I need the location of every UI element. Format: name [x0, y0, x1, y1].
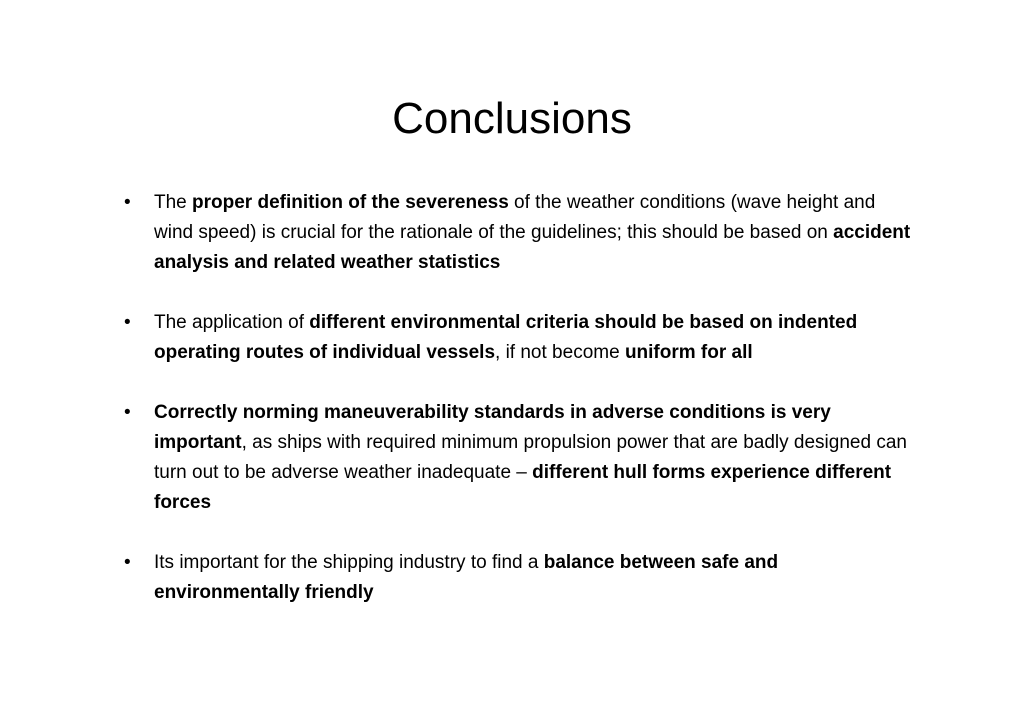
- bullet-item: [124, 188, 914, 278]
- bullet-segment: Its important for the shipping industry to find a: [154, 552, 544, 573]
- bullet-segment-bold: proper definition of the severeness: [192, 192, 509, 213]
- bullet-segment-bold: Correctly norming maneuverability standards in adverse conditions is very important: [154, 402, 831, 453]
- bullet-segment-bold: accident analysis and related weather statistics: [154, 222, 911, 273]
- bullet-text: [154, 552, 778, 603]
- bullet-segment-bold: different environmental criteria should be based on indented operating routes of individual vessels: [154, 312, 858, 363]
- slide-title: Conclusions: [392, 94, 632, 143]
- bullet-segment: The: [154, 192, 193, 213]
- bullet-marker: •: [124, 192, 131, 213]
- bullet-segment: , as ships with required minimum propulsion power that are badly designed can turn out to be adverse weather inadequate –: [154, 432, 907, 483]
- bullet-item: [124, 398, 914, 518]
- bullet-text: [154, 402, 907, 513]
- bullet-segment: of the weather conditions (wave height and wind speed) is crucial for the rationale of the guidelines; this should be based on: [154, 192, 876, 243]
- bullet-marker: •: [124, 312, 131, 333]
- bullet-item: [124, 548, 914, 608]
- bullet-text: [154, 192, 910, 273]
- bullet-list: [124, 188, 914, 608]
- bullet-segment-bold: balance between safe and environmentally friendly: [154, 552, 779, 603]
- bullet-segment: The application of: [154, 312, 310, 333]
- bullet-text: [154, 312, 857, 363]
- bullet-marker: •: [124, 402, 131, 423]
- bullet-segment: , if not become: [495, 342, 625, 363]
- bullet-segment-bold: uniform for all: [624, 342, 753, 363]
- bullet-marker: •: [124, 552, 131, 573]
- bullet-item: [124, 308, 914, 368]
- bullet-segment-bold: different hull forms experience different forces: [154, 462, 892, 513]
